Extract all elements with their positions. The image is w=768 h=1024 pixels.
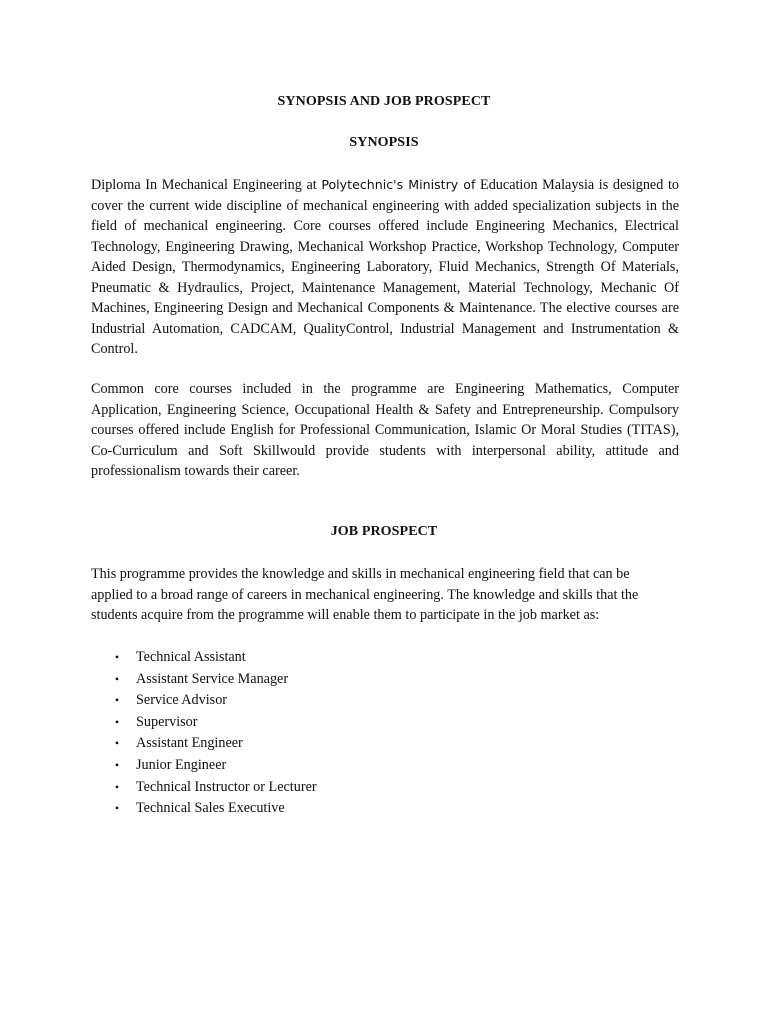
list-item xyxy=(110,712,317,734)
list-item xyxy=(110,647,317,669)
synopsis-paragraph-2: Common core courses included in the programme are Engineering Mathematics, Computer Application, Engineering Science, Occupational Health & Safety and Entrepreneurship. Compulsory courses offered include English for Professional Communication, Islamic Or Moral Studies (TITAS), Co-Curriculum and Soft Skillwould provide students with interpersonal ability, attitude and professionalism towards their career. xyxy=(91,381,679,479)
career-list xyxy=(110,647,317,820)
bullet-icon: • xyxy=(114,779,120,794)
list-item xyxy=(110,690,317,712)
list-item xyxy=(110,798,317,820)
synopsis-p1-rest: Education Malaysia is designed to cover the current wide discipline of mechanical engineering with added specialization subjects in the field of mechanical engineering. Core courses offered include Engineering Mechanics, Electrical Technology, Engineering Drawing, Mechanical Workshop Practice, Workshop Technology, Computer Aided Design, Thermodynamics, Engineering Laboratory, Fluid Mechanics, Strength Of Materials, Pneumatic & Hydraulics, Project, Maintenance Management, Material Technology, Mechanic Of Machines, Engineering Design and Mechanical Components & Maintenance. The elective courses are Industrial Automation, CADCAM, QualityControl, Industrial Management and Instrumentation & Control. xyxy=(91,177,679,357)
synopsis-p1-lead: Diploma In Mechanical Engineering at xyxy=(91,177,322,193)
list-item xyxy=(110,777,317,799)
career-label: Technical Sales Executive xyxy=(136,800,285,817)
career-label: Technical Instructor or Lecturer xyxy=(136,778,317,795)
career-label: Assistant Service Manager xyxy=(136,670,289,687)
synopsis-paragraph-1 xyxy=(91,175,679,360)
document-title: SYNOPSIS AND JOB PROSPECT xyxy=(277,94,491,109)
bullet-icon: • xyxy=(114,671,120,686)
bullet-icon: • xyxy=(114,693,120,708)
synopsis-heading: SYNOPSIS xyxy=(349,135,419,150)
bullet-icon: • xyxy=(114,736,120,751)
synopsis-p1-polytechnic: Polytechnic's Ministry of xyxy=(321,177,476,192)
list-item xyxy=(110,733,317,755)
list-item xyxy=(110,669,317,691)
list-item xyxy=(110,755,317,777)
career-label: Supervisor xyxy=(136,713,198,730)
job-prospect-intro-line-1: This programme provides the knowledge and skills in mechanical engineering field that can be xyxy=(91,566,630,582)
bullet-icon: • xyxy=(114,757,120,772)
bullet-icon: • xyxy=(114,714,120,729)
bullet-icon: • xyxy=(114,801,120,816)
job-prospect-intro xyxy=(91,564,679,626)
career-label: Service Advisor xyxy=(136,692,228,709)
career-label: Technical Assistant xyxy=(136,649,246,665)
job-prospect-heading: JOB PROSPECT xyxy=(330,524,438,539)
bullet-icon: • xyxy=(114,650,120,664)
career-label: Assistant Engineer xyxy=(136,735,243,752)
job-prospect-intro-line-2: applied to a broad range of careers in mechanical engineering. The knowledge and skills that the xyxy=(91,586,639,603)
job-prospect-intro-line-3: students acquire from the programme will enable them to participate in the job market as: xyxy=(91,607,600,623)
career-label: Junior Engineer xyxy=(136,756,227,773)
